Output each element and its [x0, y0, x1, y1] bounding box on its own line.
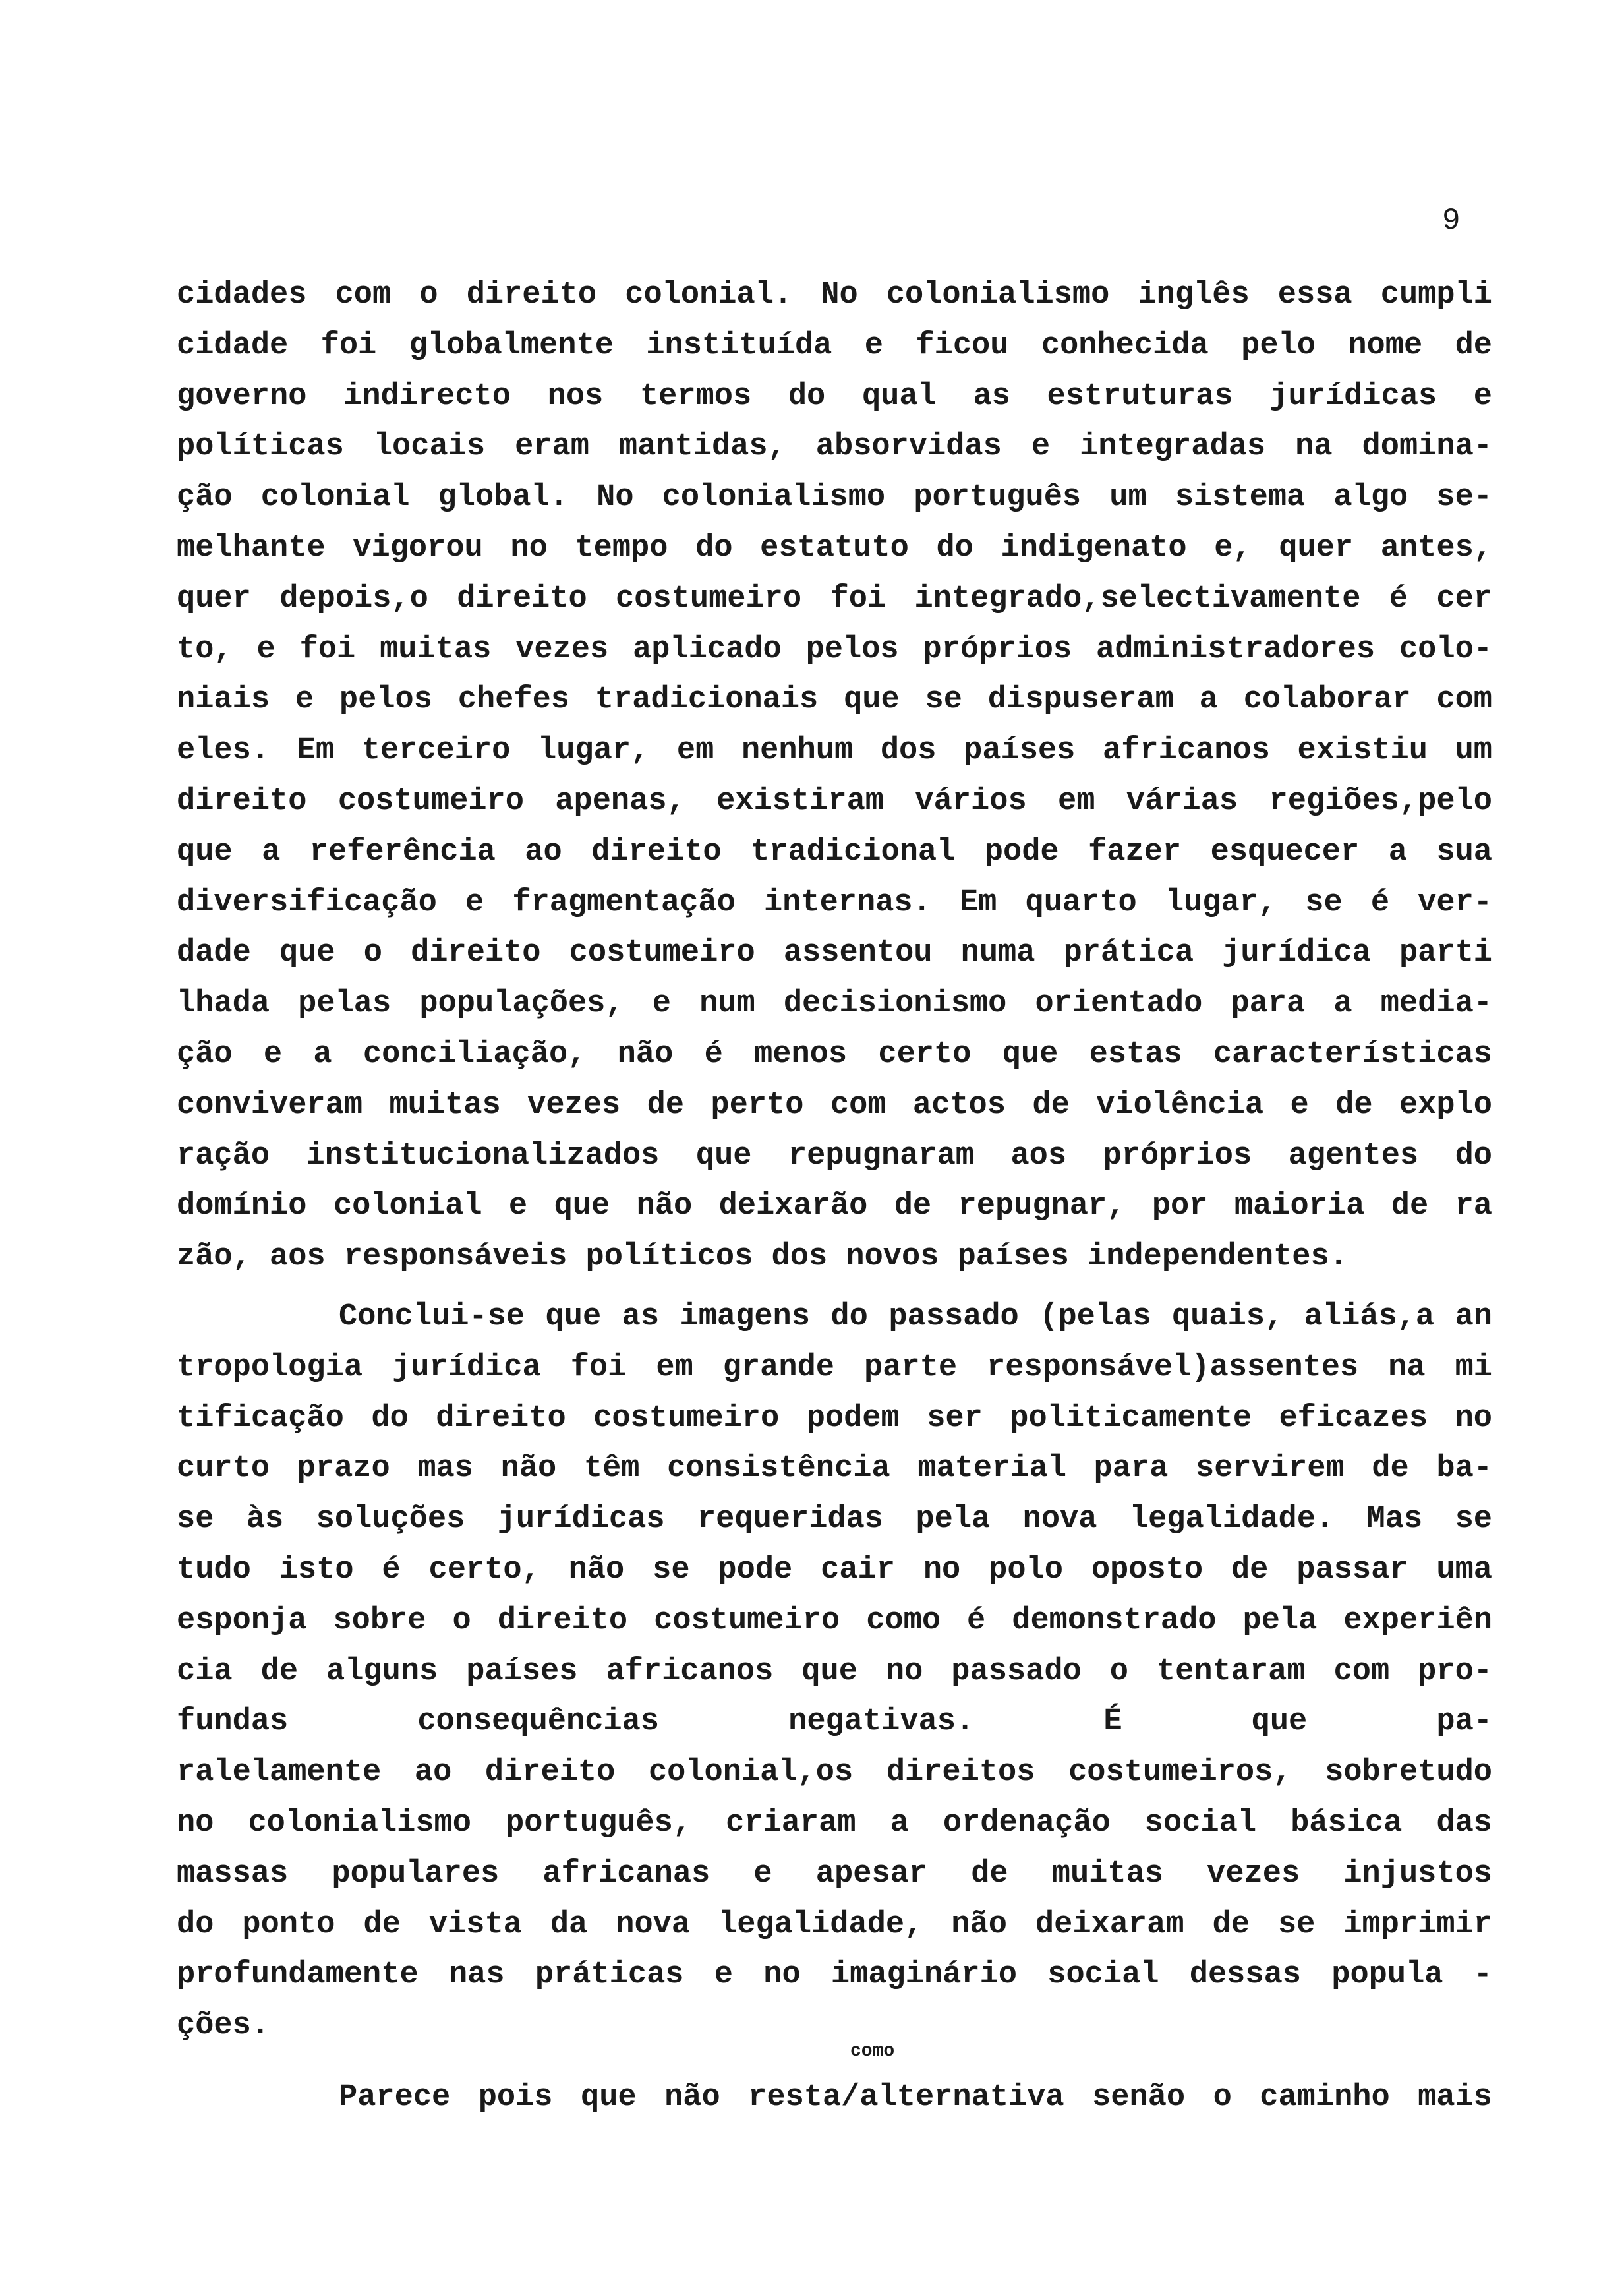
- text-line: niais e pelos chefes tradicionais que se dispuseram a colaborar com: [177, 682, 1492, 718]
- text-line: zão, aos responsáveis políticos dos novos países independentes.: [177, 1239, 1348, 1275]
- text-line: cidade foi globalmente instituída e ficou conhecida pelo nome de: [177, 328, 1492, 363]
- text-line: direito costumeiro apenas, existiram vários em várias regiões,pelo: [177, 784, 1492, 819]
- text-line: governo indirecto nos termos do qual as estruturas jurídicas e: [177, 378, 1492, 414]
- text-line: no colonialismo português, criaram a ordenação social básica das: [177, 1806, 1492, 1841]
- text-line: melhante vigorou no tempo do estatuto do indigenato e, quer antes,: [177, 531, 1492, 566]
- text-line: Parece pois que não resta/alternativa senão o caminho mais: [339, 2080, 1492, 2115]
- text-line: ções.: [177, 2008, 270, 2044]
- text-line: fundas consequências negativas. É que pa-: [177, 1704, 1492, 1740]
- text-line: profundamente nas práticas e no imaginário social dessas popula -: [177, 1957, 1492, 1993]
- text-line: do ponto de vista da nova legalidade, não deixaram de se imprimir: [177, 1907, 1492, 1942]
- text-line: cia de alguns países africanos que no passado o tentaram com pro-: [177, 1653, 1492, 1689]
- text-line: que a referência ao direito tradicional pode fazer esquecer a sua: [177, 834, 1492, 870]
- handwritten-insertion: como: [850, 2041, 895, 2062]
- text-line: ralelamente ao direito colonial,os direitos costumeiros, sobretudo: [177, 1755, 1492, 1791]
- text-line: tificação do direito costumeiro podem ser politicamente eficazes no: [177, 1400, 1492, 1436]
- text-line: políticas locais eram mantidas, absorvidas e integradas na domina-: [177, 429, 1492, 465]
- text-line: quer depois,o direito costumeiro foi integrado,selectivamente é cer: [177, 581, 1492, 616]
- text-line: esponja sobre o direito costumeiro como é demonstrado pela experiên: [177, 1603, 1492, 1638]
- text-line: to, e foi muitas vezes aplicado pelos próprios administradores colo-: [177, 632, 1492, 667]
- text-line: lhada pelas populações, e num decisionismo orientado para a media-: [177, 986, 1492, 1022]
- text-line: massas populares africanas e apesar de muitas vezes injustos: [177, 1856, 1492, 1891]
- text-line: eles. Em terceiro lugar, em nenhum dos países africanos existiu um: [177, 733, 1492, 769]
- text-line: dade que o direito costumeiro assentou numa prática jurídica parti: [177, 936, 1492, 971]
- text-line: se às soluções jurídicas requeridas pela nova legalidade. Mas se: [177, 1502, 1492, 1537]
- text-line: Conclui-se que as imagens do passado (pelas quais, aliás,a an: [339, 1299, 1492, 1334]
- text-line: cidades com o direito colonial. No colonialismo inglês essa cumpli: [177, 278, 1492, 312]
- text-line: curto prazo mas não têm consistência material para servirem de ba-: [177, 1451, 1492, 1487]
- text-line: ração institucionalizados que repugnaram aos próprios agentes do: [177, 1138, 1492, 1174]
- text-line: conviveram muitas vezes de perto com actos de violência e de explo: [177, 1087, 1492, 1123]
- text-line: tropologia jurídica foi em grande parte responsável)assentes na mi: [177, 1350, 1492, 1385]
- text-line: diversificação e fragmentação internas. Em quarto lugar, se é ver-: [177, 885, 1492, 920]
- page-number: 9: [1442, 204, 1461, 238]
- text-line: tudo isto é certo, não se pode cair no polo oposto de passar uma: [177, 1553, 1492, 1588]
- text-line: ção e a conciliação, não é menos certo que estas características: [177, 1037, 1492, 1072]
- text-line: ção colonial global. No colonialismo português um sistema algo se-: [177, 480, 1492, 516]
- text-line: domínio colonial e que não deixarão de repugnar, por maioria de ra: [177, 1189, 1492, 1224]
